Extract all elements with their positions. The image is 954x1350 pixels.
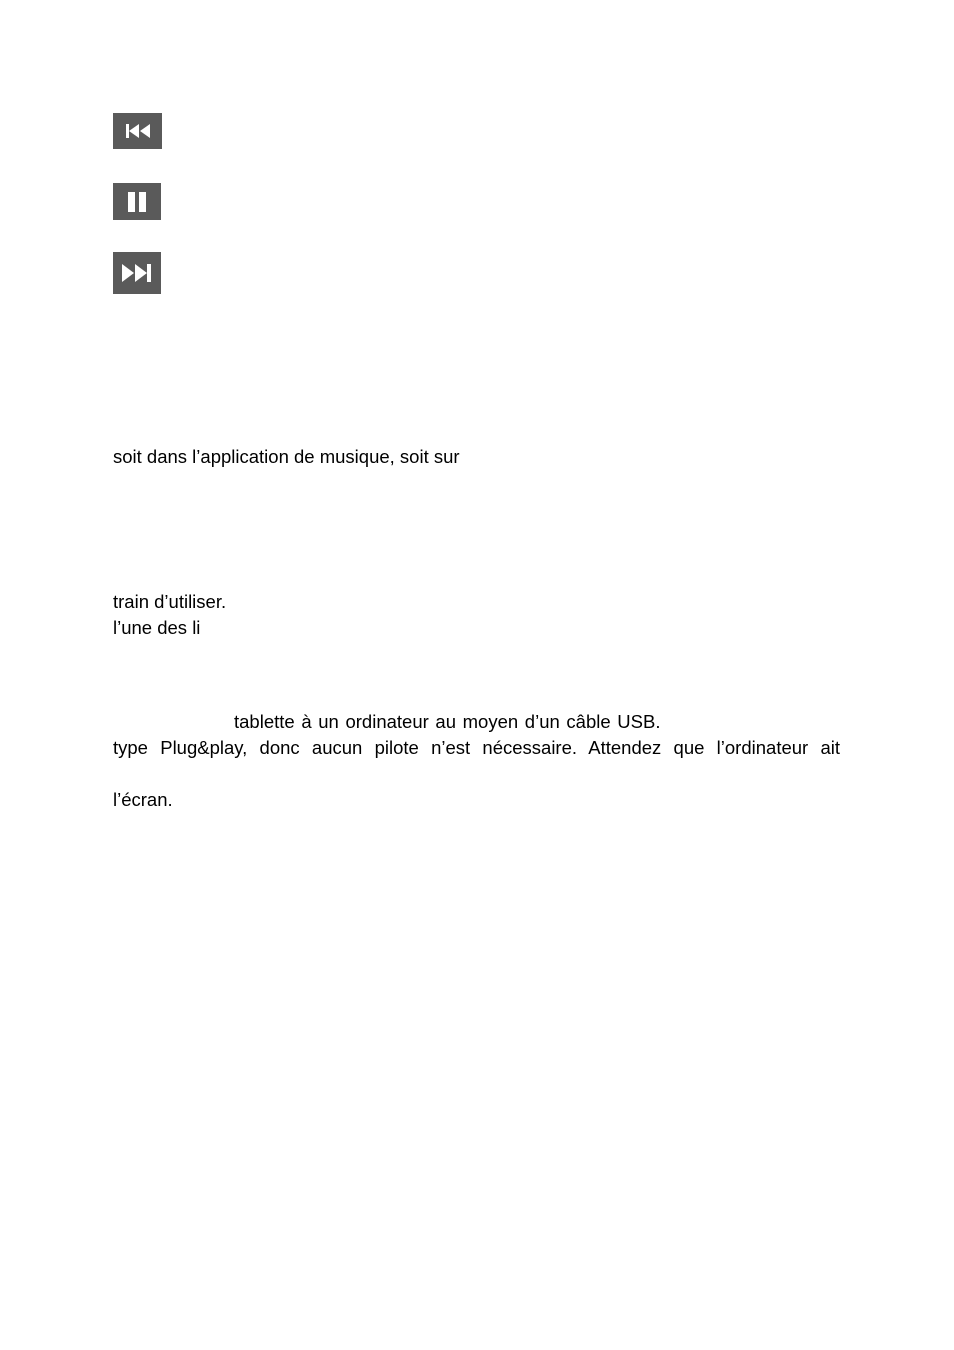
pause-icon [125, 190, 149, 214]
paragraph-line: l’une des li [113, 617, 201, 638]
paragraph-line: soit dans l’application de musique, soit sur [113, 446, 460, 467]
paragraph-line-justified: type Plug&play, donc aucun pilote n’est nécessaire. Attendez que l’ordinateur ait [113, 737, 840, 758]
previous-track-button[interactable] [113, 113, 162, 149]
paragraph-line: train d’utiliser. [113, 591, 227, 612]
next-track-button[interactable] [113, 252, 161, 294]
paragraph-line: l’écran. [113, 789, 173, 810]
pause-button[interactable] [113, 183, 161, 220]
paragraph-line: tablette à un ordinateur au moyen d’un câble USB. [234, 711, 661, 732]
skip-next-icon [120, 262, 154, 284]
skip-previous-icon [123, 122, 153, 140]
